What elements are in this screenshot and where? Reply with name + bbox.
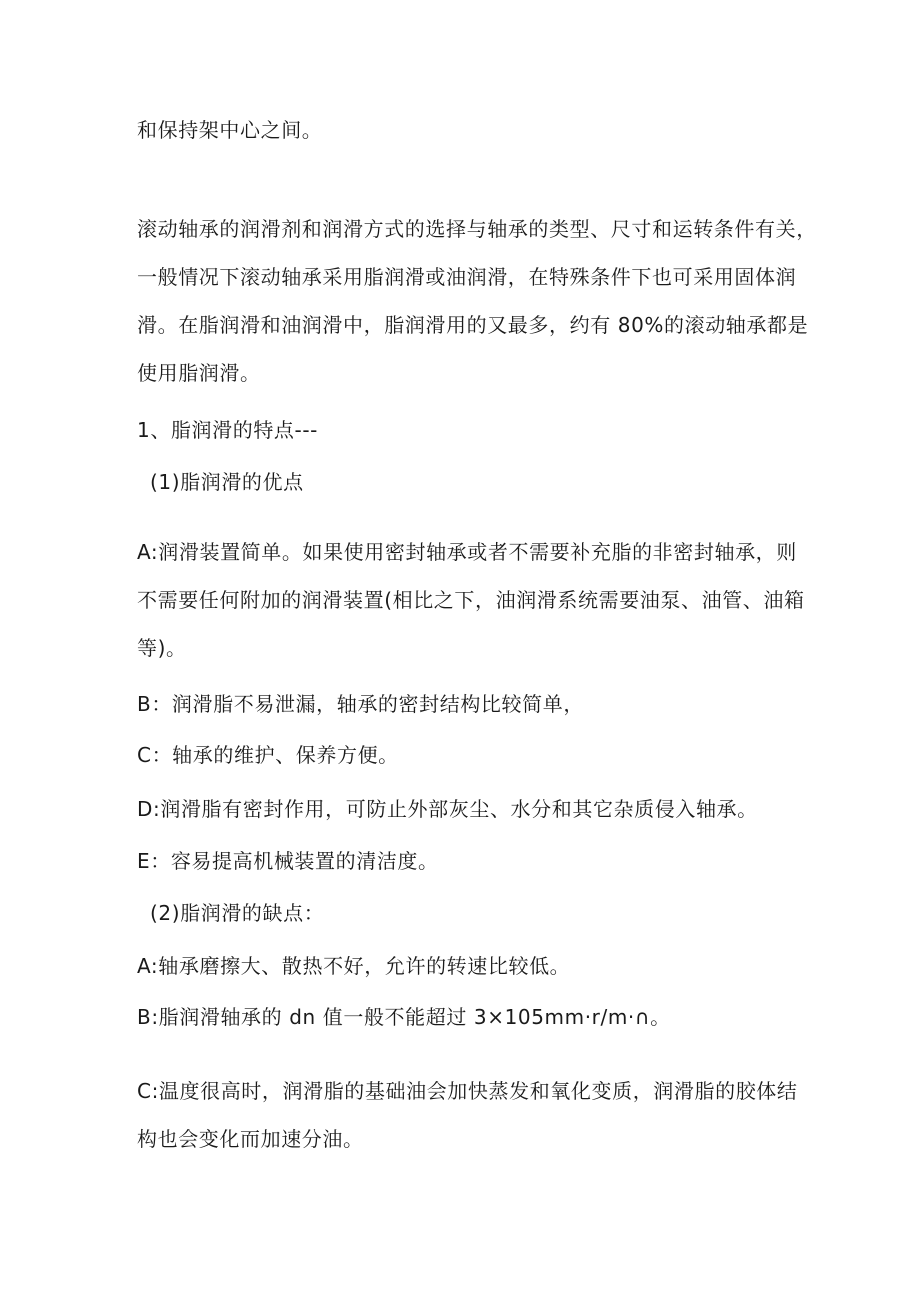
list-item: D:润滑脂有密封作用，可防止外部灰尘、水分和其它杂质侵入轴承。 <box>137 797 758 821</box>
paragraph-line: 一般情况下滚动轴承采用脂润滑或油润滑，在特殊条件下也可采用固体润 <box>137 265 797 289</box>
subsection-heading: (1)脂润滑的优点 <box>150 470 304 494</box>
section-heading: 1、脂润滑的特点--- <box>137 418 318 442</box>
paragraph-line: 滑。在脂润滑和油润滑中，脂润滑用的又最多，约有 80%的滚动轴承都是 <box>137 313 809 337</box>
list-item: E：容易提高机械装置的清洁度。 <box>137 849 439 873</box>
subsection-heading: (2)脂润滑的缺点： <box>150 901 325 925</box>
paragraph-line: C:温度很高时，润滑脂的基础油会加快蒸发和氧化变质，润滑脂的胶体结 <box>137 1079 798 1103</box>
paragraph-line: 使用脂润滑。 <box>137 361 261 385</box>
paragraph-line: 不需要任何附加的润滑装置(相比之下，油润滑系统需要油泵、油管、油箱 <box>137 588 805 612</box>
list-item: B：润滑脂不易泄漏，轴承的密封结构比较简单， <box>137 692 584 716</box>
paragraph-line: 构也会变化而加速分油。 <box>137 1127 364 1151</box>
list-item: C：轴承的维护、保养方便。 <box>137 743 399 767</box>
list-item: A:轴承磨擦大、散热不好，允许的转速比较低。 <box>137 954 571 978</box>
paragraph-line: 等)。 <box>137 636 187 660</box>
list-item: B:脂润滑轴承的 dn 值一般不能超过 3×105mm·r/m·∩。 <box>137 1005 671 1029</box>
paragraph-line: A:润滑装置简单。如果使用密封轴承或者不需要补充脂的非密封轴承，则 <box>137 540 797 564</box>
paragraph-line: 滚动轴承的润滑剂和润滑方式的选择与轴承的类型、尺寸和运转条件有关， <box>137 217 817 241</box>
paragraph-line: 和保持架中心之间。 <box>137 118 323 142</box>
